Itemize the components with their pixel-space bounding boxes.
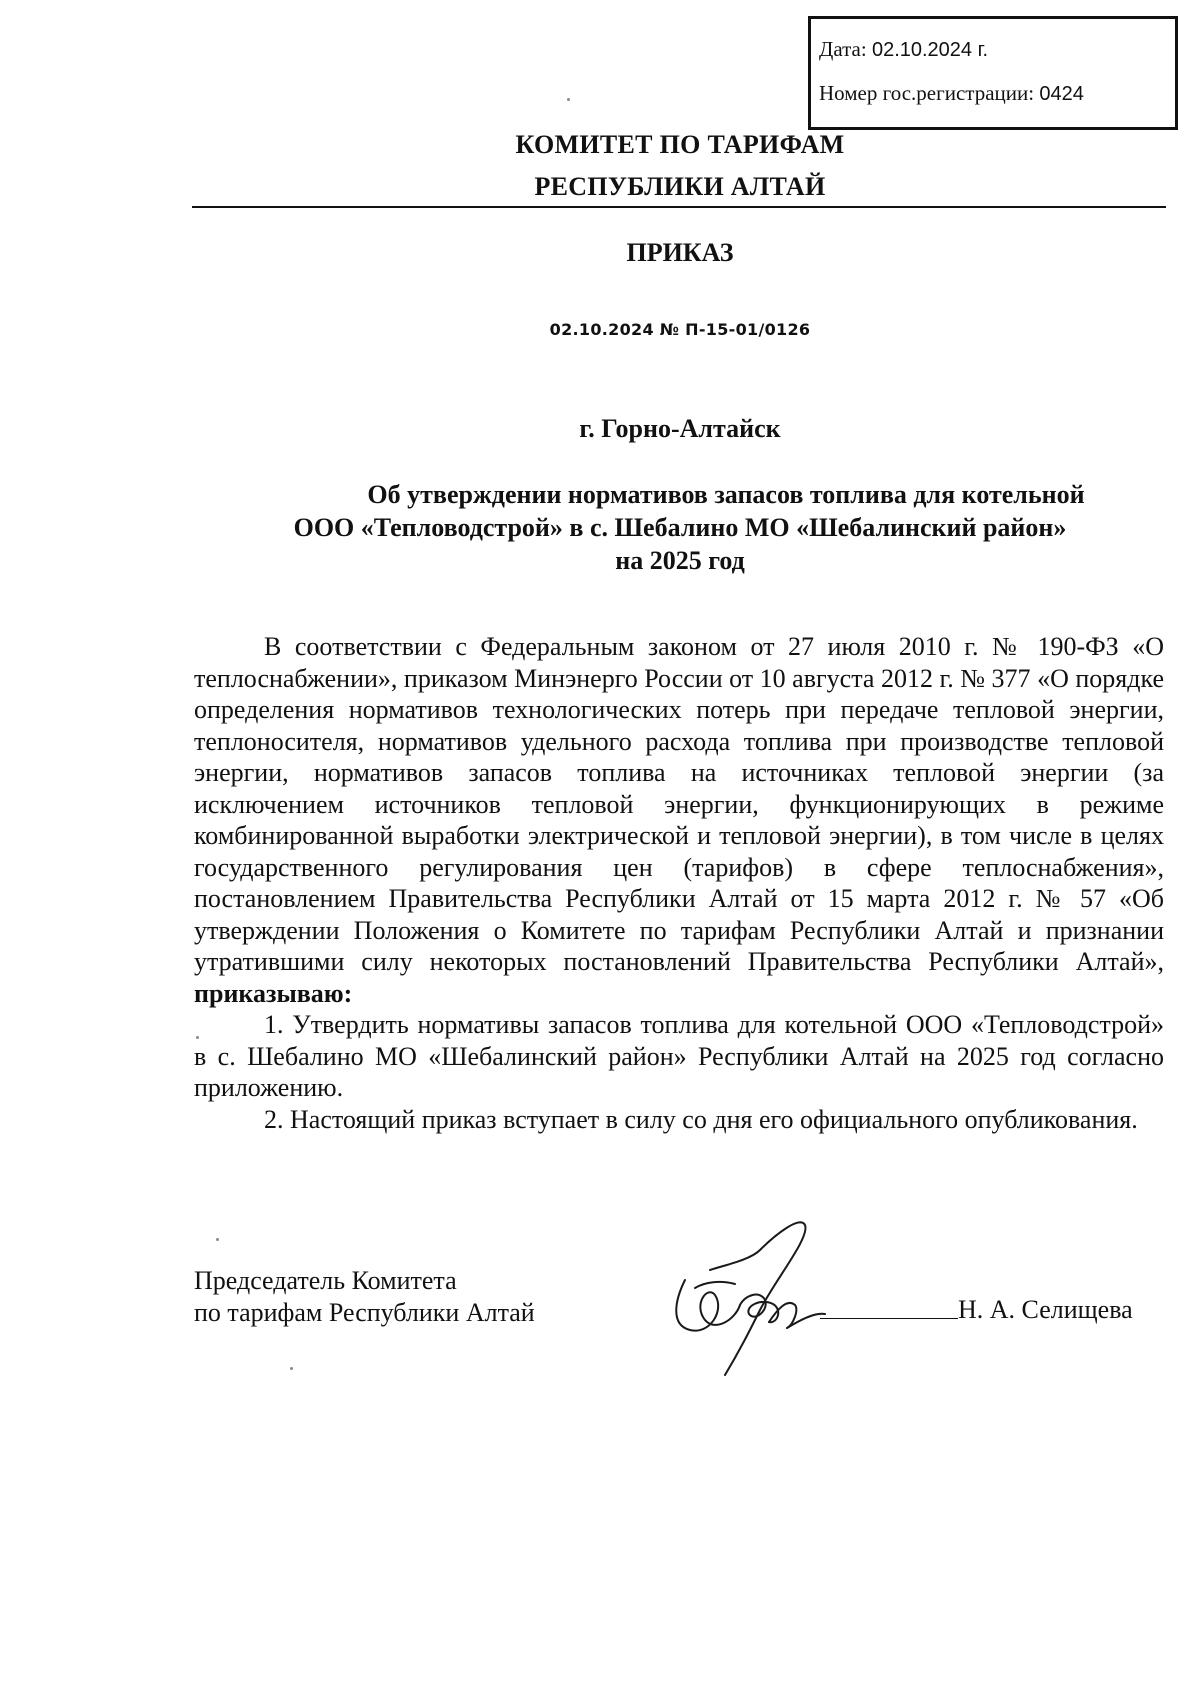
city: г. Горно-Алтайск	[579, 414, 781, 443]
subject-line2: ООО «Тепловодстрой» в с. Шебалино МО «Шебалинский район»	[293, 513, 1067, 542]
document-type: ПРИКАЗ	[626, 238, 734, 267]
signatory-position	[194, 1265, 535, 1329]
scan-speck	[567, 98, 570, 101]
document-subject	[190, 478, 1170, 577]
registration-number-label: Номер гос.регистрации:	[819, 81, 1035, 105]
org-name-line1: КОМИТЕТ ПО ТАРИФАМ	[515, 130, 845, 159]
registration-date-value: 02.10.2024 г.	[871, 39, 989, 61]
handwritten-signature	[665, 1210, 885, 1380]
subject-line3: на 2025 год	[615, 546, 745, 575]
document-body	[194, 631, 1164, 1135]
scan-speck	[196, 1036, 199, 1039]
registration-stamp	[808, 16, 1178, 130]
subject-line1: Об утверждении нормативов запасов топлива для котельной	[367, 480, 1085, 509]
scan-speck	[290, 1367, 293, 1370]
header-divider	[192, 206, 1166, 208]
order-item-1: 1. Утвердить нормативы запасов топлива для котельной ООО «Тепловодстрой» в с. Шебалино МО «Шебалинский район» Республики Алтай на 2025 год согласно приложению.	[194, 1010, 1164, 1102]
org-name-line2: РЕСПУБЛИКИ АЛТАЙ	[534, 172, 826, 201]
preamble-text: В соответствии с Федеральным законом от 27 июля 2010 г. № 190-ФЗ «О теплоснабжении», приказом Минэнерго России от 10 августа 2012 г. № 377 «О порядке определения нормативов технологических потерь при передаче тепловой энергии, теплоносителя, нормативов удельного расхода топлива при производстве тепловой энергии, нормативов запасов топлива на источниках тепловой энергии (за исключением источников тепловой энергии, функционирующих в режиме комбинированной выработки электрической и тепловой энергии), в том числе в целях государственного регулирования цен (тарифов) в сфере теплоснабжения», постановлением Правительства Республики Алтай от 15 марта 2012 г. № 57 «Об утверждении Положения о Комитете по тарифам Республики Алтай и признании утратившими силу некоторых постановлений Правительства Республики Алтай»,	[194, 632, 1164, 976]
scan-speck	[216, 1238, 219, 1241]
signatory-position-line2: по тарифам Республики Алтай	[194, 1298, 535, 1327]
order-word: приказываю:	[194, 978, 353, 1008]
signatory-position-line1: Председатель Комитета	[194, 1266, 457, 1295]
preamble-paragraph	[194, 631, 1164, 1009]
document-number: 02.10.2024 № П-15-01/0126	[549, 320, 811, 339]
signatory-name: Н. А. Селищева	[958, 1295, 1133, 1324]
order-item-2: 2. Настоящий приказ вступает в силу со дня его официального опубликования.	[264, 1104, 1138, 1134]
registration-date	[819, 37, 1175, 81]
signature-line	[820, 1318, 958, 1319]
registration-number	[819, 81, 1175, 125]
registration-date-label: Дата:	[819, 37, 867, 61]
registration-number-value: 0424	[1039, 83, 1084, 105]
